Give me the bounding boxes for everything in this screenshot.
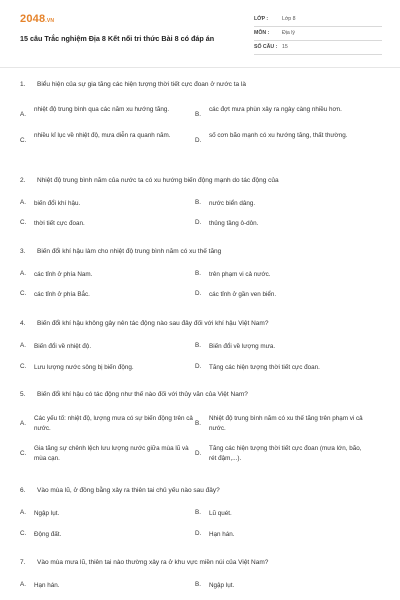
option-text: Gia tăng sự chênh lệch lưu lượng nước giữa mùa lũ và mùa cạn.: [34, 445, 189, 462]
option-letter: B.: [195, 111, 201, 118]
meta-value: 15: [282, 44, 288, 50]
option-text: thủng tầng ô-dôn.: [209, 220, 259, 227]
page-title: 15 câu Trắc nghiệm Địa 8 Kết nối tri thức Bài 8 có đáp án: [20, 34, 215, 43]
option-text: Các yếu tố: nhiệt độ, lượng mưa có sự biến động trên cả nước.: [34, 415, 193, 432]
option-letter: A.: [20, 111, 26, 118]
question-6: [20, 487, 380, 538]
option-letter: C.: [20, 363, 27, 370]
question-1: [20, 81, 380, 144]
option-text: Lũ quét.: [209, 510, 232, 517]
meta-row-class: [254, 13, 382, 27]
option-letter: C.: [20, 219, 27, 226]
question-number: 3.: [20, 248, 26, 255]
option-letter: C.: [20, 137, 27, 144]
option-text: Động đất.: [34, 531, 62, 538]
option-letter: B.: [195, 581, 201, 588]
option-text: nhiệt độ trung bình qua các năm xu hướng tăng.: [34, 106, 170, 113]
question-number: 2.: [20, 177, 26, 184]
option-text: biến đổi khí hậu.: [34, 200, 81, 207]
question-text: Biến đổi khí hậu làm cho nhiệt độ trung bình năm có xu thế tăng: [37, 248, 222, 255]
option-text: trên phạm vi cả nước.: [209, 271, 271, 278]
meta-box: [254, 13, 382, 55]
question-number: 7.: [20, 559, 26, 566]
option-letter: A.: [20, 420, 26, 427]
meta-label: SỐ CÂU :: [254, 44, 278, 50]
question-text: Biểu hiện của sự gia tăng các hiện tượng thời tiết cực đoan ở nước ta là: [37, 81, 246, 88]
site-logo[interactable]: [20, 13, 54, 25]
option-text: các tỉnh ở phía Nam.: [34, 271, 93, 278]
option-letter: C.: [20, 530, 27, 537]
option-letter: D.: [195, 290, 202, 297]
question-7: [20, 559, 380, 589]
option-text: Hạn hán.: [34, 582, 60, 589]
document-header: [20, 13, 382, 59]
option-text: nhiều kỉ lục về nhiệt độ, mưa diễn ra quanh năm.: [34, 132, 171, 139]
option-text: Biến đổi về lượng mưa.: [209, 343, 276, 350]
option-letter: A.: [20, 509, 26, 516]
question-2: [20, 177, 380, 227]
question-text: Biến đổi khí hậu có tác động như thế nào đối với thủy văn của Việt Nam?: [37, 391, 248, 398]
question-number: 5.: [20, 391, 26, 398]
question-3: [20, 248, 380, 298]
option-letter: B.: [195, 342, 201, 349]
option-letter: B.: [195, 270, 201, 277]
option-text: các đợt mưa phùn xảy ra ngày càng nhiều hơn.: [209, 106, 342, 113]
option-letter: D.: [195, 137, 202, 144]
option-letter: B.: [195, 199, 201, 206]
option-text: Hạn hán.: [209, 531, 235, 538]
option-letter: A.: [20, 342, 26, 349]
question-4: [20, 320, 380, 371]
option-letter: B.: [195, 509, 201, 516]
meta-value: Lớp 8: [282, 16, 296, 22]
option-text: các tỉnh ở phía Bắc.: [34, 291, 90, 298]
question-5: [20, 391, 380, 462]
option-letter: D.: [195, 219, 202, 226]
option-text: nước biển dâng.: [209, 200, 256, 207]
option-text: Biến đổi về nhiệt độ.: [34, 343, 92, 350]
meta-row-count: [254, 41, 382, 55]
option-letter: D.: [195, 530, 202, 537]
option-text: số cơn bão mạnh có xu hướng tăng, thất thường.: [209, 132, 348, 139]
option-letter: A.: [20, 581, 26, 588]
option-letter: C.: [20, 290, 27, 297]
logo-main: 2048: [20, 13, 46, 25]
meta-value: Địa lý: [282, 30, 295, 36]
meta-label: LỚP :: [254, 16, 269, 22]
option-letter: D.: [195, 363, 202, 370]
option-text: Lưu lượng nước sông bị biến động.: [34, 364, 134, 371]
logo-tld: .VN: [45, 18, 55, 24]
question-number: 6.: [20, 487, 26, 494]
meta-row-subject: [254, 27, 382, 41]
option-letter: B.: [195, 420, 201, 427]
question-text: Vào mùa lũ, ở đồng bằng xảy ra thiên tai chủ yếu nào sau đây?: [37, 487, 220, 494]
question-number: 1.: [20, 81, 26, 88]
option-text: Nhiệt độ trung bình năm có xu thế tăng trên phạm vi cả nước.: [209, 415, 363, 432]
option-text: Tăng các hiện tượng thời tiết cực đoan.: [209, 364, 320, 371]
question-text: Nhiệt độ trung bình năm của nước ta có xu hướng biến động mạnh do tác động của: [37, 177, 279, 184]
option-text: Ngập lụt.: [34, 510, 60, 517]
question-number: 4.: [20, 320, 26, 327]
option-text: Tăng các hiện tượng thời tiết cực đoan (mưa lớn, bão, rét đậm,...).: [209, 445, 362, 462]
header-divider: [0, 67, 400, 68]
option-text: thời tiết cực đoan.: [34, 220, 85, 227]
option-letter: A.: [20, 199, 26, 206]
option-text: Ngập lụt.: [209, 582, 235, 589]
question-text: Biến đổi khí hậu không gây nên tác động nào sau đây đối với khí hậu Việt Nam?: [37, 320, 269, 327]
option-letter: A.: [20, 270, 26, 277]
option-text: các tỉnh ở gần ven biển.: [209, 291, 277, 298]
meta-label: MÔN :: [254, 30, 270, 36]
option-letter: C.: [20, 450, 27, 457]
option-letter: D.: [195, 450, 202, 457]
question-text: Vào mùa mưa lũ, thiên tai nào thường xảy ra ở khu vực miền núi của Việt Nam?: [37, 559, 269, 566]
